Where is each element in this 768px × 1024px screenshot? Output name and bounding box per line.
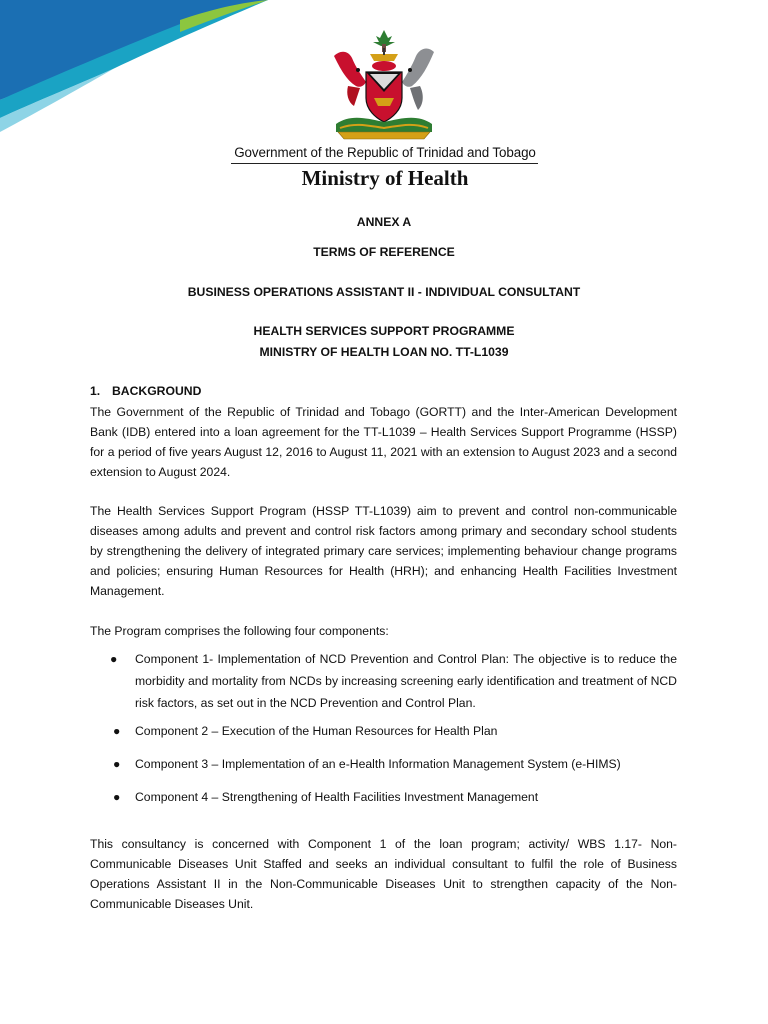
bullet-icon: ●: [110, 652, 118, 666]
components-intro: The Program comprises the following four components:: [90, 624, 389, 638]
background-paragraph-2: The Health Services Support Program (HSSP TT-L1039) aim to prevent and control non-communicable diseases among adults and prevent and control risk factors among primary and secondary school students by strengthening the delivery of integrated primary care services; implementing behaviour change programs and policies; ensuring Human Resources for Health (HRH); and enhancing Health Facilities Investment Management.: [90, 504, 677, 598]
background-paragraph-1: The Government of the Republic of Trinidad and Tobago (GORTT) and the Inter-American Development Bank (IDB) entered into a loan agreement for the TT-L1039 – Health Services Support Programme (HSSP) for a period of five years August 12, 2016 to August 11, 2021 with an extension to August 2023 and a second extension to August 2024.: [90, 405, 677, 479]
programme-title: HEALTH SERVICES SUPPORT PROGRAMME: [253, 324, 515, 338]
component-item-4: Component 4 – Strengthening of Health Facilities Investment Management: [135, 790, 539, 804]
consultancy-paragraph: This consultancy is concerned with Component 1 of the loan program; activity/ WBS 1.17- Non-Communicable Diseases Unit Staffed and seeks an individual consultant to fulfil the role of Business Operations Assistant II in the Non-Communicable Diseases Unit to strengthen capacity of the Non-Communicable Diseases Unit.: [90, 837, 677, 911]
bullet-icon: ●: [113, 724, 121, 738]
bullet-icon: ●: [113, 757, 121, 771]
ministry-title: Ministry of Health: [301, 166, 469, 190]
header-swoosh-graphic: [0, 0, 300, 150]
annex-title: ANNEX A: [356, 215, 412, 229]
position-title: BUSINESS OPERATIONS ASSISTANT II - INDIVIDUAL CONSULTANT: [187, 285, 581, 299]
section-heading-background: [90, 384, 201, 398]
component-item-3: Component 3 – Implementation of an e-Health Information Management System (e-HIMS): [135, 757, 621, 771]
coat-of-arms-emblem: [326, 28, 442, 140]
component-item-1: Component 1- Implementation of NCD Prevention and Control Plan: The objective is to reduce the morbidity and mortality from NCDs by increasing screening early identification and treatment of NCD risk factors, as set out in the NCD Prevention and Control Plan.: [135, 652, 677, 710]
section-number: 1.: [90, 384, 101, 398]
government-name: Government of the Republic of Trinidad and Tobago: [234, 145, 536, 160]
bullet-icon: ●: [113, 790, 121, 804]
header-divider: [231, 163, 538, 164]
loan-title: MINISTRY OF HEALTH LOAN NO. TT-L1039: [259, 345, 509, 359]
section-title: BACKGROUND: [112, 384, 202, 398]
tor-title: TERMS OF REFERENCE: [313, 245, 455, 259]
component-item-2: Component 2 – Execution of the Human Resources for Health Plan: [135, 724, 498, 738]
